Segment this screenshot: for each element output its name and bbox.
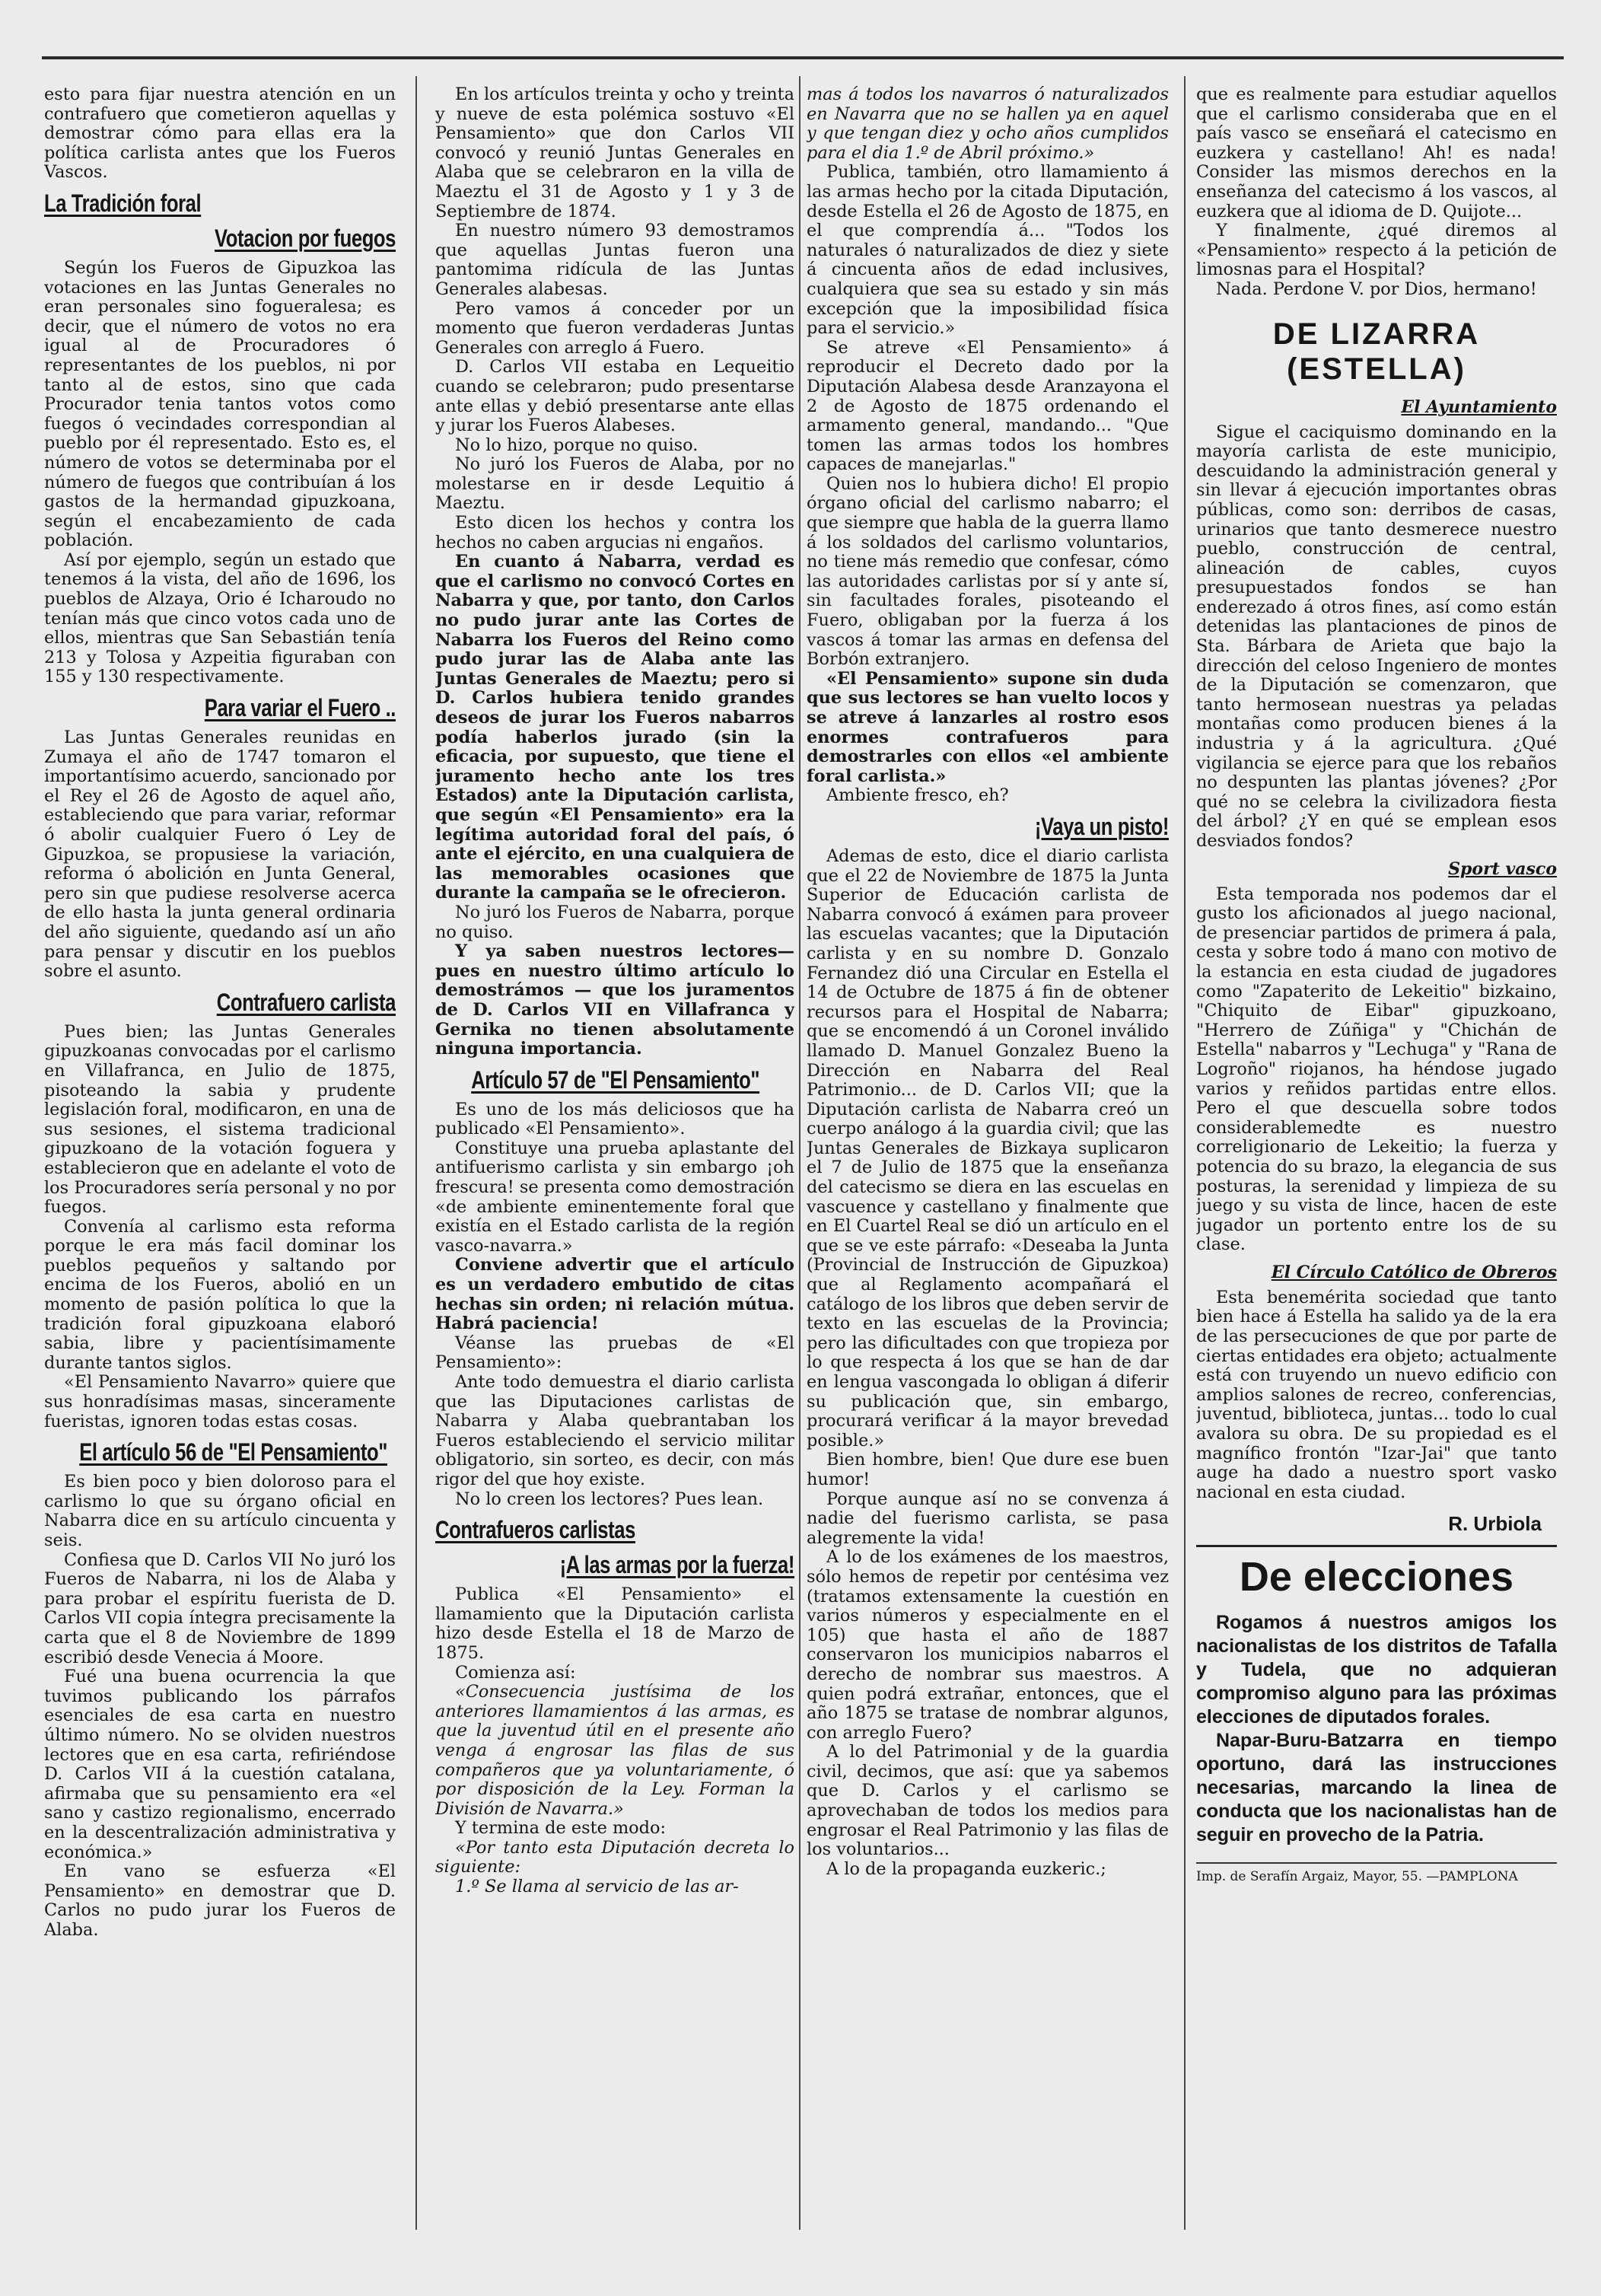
paragraph: En nuestro número 93 demostramos que aquellas Juntas fueron una pantomima ridícula de las Juntas Generales alabesas.: [435, 221, 794, 299]
paragraph: Es uno de los más deliciosos que ha publicado «El Pensamiento».: [435, 1099, 794, 1139]
paragraph: En vano se esfuerza «El Pensamiento» en demostrar que D. Carlos no pudo jurar los Fueros de Alaba.: [44, 1861, 396, 1940]
paragraph: No lo creen los lectores? Pues lean.: [455, 1489, 764, 1509]
notice-paragraph: Rogamos á nuestros amigos los nacionalistas de los distritos de Tafalla y Tudela, que no adquieran compromiso alguno para las próximas elecciones de diputados forales.: [1196, 1612, 1557, 1728]
section-masthead-lizarra: DE LIZARRA (ESTELLA): [1272, 317, 1481, 386]
subheading-ayuntamiento: El Ayuntamiento: [1401, 396, 1557, 417]
paragraph: Publica «El Pensamiento» el llamamiento que la Diputación carlista hizo desde Estella el 18 de Marzo de 1875.: [435, 1584, 794, 1663]
paragraph: Fué una buena ocurrencia la que tuvimos publicando los párrafos esenciales de esa carta en nuestro último número. No se olviden nuestros lectores que en esa carta, refiriéndose D. Carlos VII á la cuestión catalana, afirmaba que su pensamiento era «el sano y castizo regionalismo, encerrado en la descentralización administrativa y económica.»: [44, 1667, 396, 1862]
paragraph: Según los Fueros de Gipuzkoa las votaciones en las Juntas Generales no eran personales sino fogueralesa; es decir, que el número de votos no era igual al de Procuradores ó representantes de los pueblos, ni por tanto al de estos, sino que cada Procurador tenia tantos votos como fuegos ó vecindades correspondian al pueblo por él representado. Esto es, el número de votos se determinaba por el número de fuegos que contribuían á los gastos de la hermandad gipuzkoana, según el encabezamiento de cada población.: [44, 257, 396, 551]
paragraph: Esta temporada nos podemos dar el gusto los aficionados al juego nacional, de presenciar partidos de primera á pala, cesta y sobre todo á mano con motivo de la estancia en esta ciudad de jugadores como "Zapaterito de Lekeitio" bizkaino, "Chiquito de Eibar" gipuzkoano, "Herrero de Zúñiga" y "Chichán de Estella" nabarros y "Lechuga" y "Rana de Logroño" riojanos, ha héndose jugado varios y reñidos partidas entre ellos. Pero el que descuella sobre todos considerablemedte es nuestro correligionario de Lekeitio; la fuerza y potencia do su brazo, la elegancia de sus posturas, la serenidad y limpieza de su juego y su vista de lince, hacen de este jugador un portento entre los de su clase.: [1196, 884, 1557, 1255]
paragraph: En cuanto á Nabarra, verdad es que el carlismo no convocó Cortes en Nabarra y que, por tanto, don Carlos no pudo jurar ante las Cortes de Nabarra los Fueros del Reino como pudo jurar las de Alaba ante las Juntas Generales de Maeztu; pero si D. Carlos hubiera tenido grandes deseos de jurar los Fueros nabarros podía haberlos jurado (sin la eficacia, por supuesto, que tiene el juramento hecho ante los tres Estados) ante la Diputación carlista, que según «El Pensamiento» era la legítima autoridad foral del país, ó ante el ejército, en una cualquiera de las memorables ocasiones que durante la campaña se le ofrecieron.: [435, 552, 794, 903]
heading-vaya-un-pisto: ¡Vaya un pisto!: [1034, 812, 1169, 840]
heading-contrafueros-carlistas: Contrafueros carlistas: [435, 1516, 635, 1544]
paragraph: A lo de los exámenes de los maestros, sólo hemos de repetir por centésima vez (tratamos extensamente la cuestión en varios números y especialmente en el 105) que hasta el año de 1887 conservaron los municipios nabarros el derecho de nombrar sus maestros. A quien podrá extrañar, entonces, que el año 1875 se tratase de nombrar algunos, con arreglo Fuero?: [807, 1547, 1169, 1743]
heading-para-variar-el-fuero: Para variar el Fuero ..: [204, 694, 396, 722]
paragraph: Y ya saben nuestros lectores— pues en nuestro último artículo lo demostrámos — que los juramentos de D. Carlos VII en Villafranca y Gernika no tienen absolutamente ninguna importancia.: [435, 941, 794, 1059]
paragraph: Es bien poco y bien doloroso para el carlismo lo que su órgano oficial en Nabarra dice en su artículo cincuenta y seis.: [44, 1472, 396, 1550]
top-rule: [42, 56, 1564, 59]
paragraph: Esto dicen los hechos y contra los hechos no caben argucias ni engaños.: [435, 513, 794, 553]
paragraph: Así por ejemplo, según un estado que tenemos á la vista, del año de 1696, los pueblos de Alzaya, Orio é Icharoudo no tenían más que cinco votos cada uno de ellos, mientras que San Sebastián tenía 213 y Tolosa y Azpeitia figuraban con 155 y 130 respectivamente.: [44, 549, 396, 687]
heading-articulo-57: Artículo 57 de "El Pensamiento": [471, 1065, 760, 1094]
paragraph: Las Juntas Generales reunidas en Zumaya el año de 1747 tomaron el importantísimo acuerdo, sancionado por el Rey el 26 de Agosto de aquel año, estableciendo que para variar, reformar ó abolir cualquier Fuero ó Ley de Gipuzkoa, se propusiese la variación, reforma ó abolición en Junta General, pero sin que pudiese resolverse acerca de ello hasta la junta general ordinaria del año siguiente, quedando así un año para pensar y discutir en los pueblos sobre el asunto.: [44, 728, 396, 982]
paragraph: Bien hombre, bien! Que dure ese buen humor!: [807, 1450, 1169, 1489]
column-4: [1196, 85, 1557, 2262]
subheading-sport-vasco: Sport vasco: [1448, 858, 1557, 879]
column-2: [435, 85, 794, 2231]
paragraph: Pero vamos á conceder por un momento que fueron verdaderas Juntas Generales con arreglo á Fuero.: [435, 298, 794, 358]
author-signature: R. Urbiola: [1448, 1512, 1542, 1536]
heading-articulo-56: El artículo 56 de "El Pensamiento": [79, 1438, 387, 1466]
paragraph: «El Pensamiento Navarro» quiere que sus honradísimas masas, sinceramente fueristas, ignoren todas estas cosas.: [44, 1372, 396, 1431]
paragraph: D. Carlos VII estaba en Lequeitio cuando se celebraron; pudo presentarse ante ellas y debió presentarse ante ellas y jurar los Fueros Alabeses.: [435, 357, 794, 436]
elecciones-notice: [1196, 1545, 1557, 1847]
paragraph: Y finalmente, ¿qué diremos al «Pensamiento» respecto á la petición de limosnas para el Hospital?: [1196, 221, 1557, 280]
paragraph: Confiesa que D. Carlos VII No juró los Fueros de Nabarra, ni los de Alaba y para probar el espíritu fuerista de D. Carlos VII copia íntegra precisamente la carta que el 8 de Noviembre de 1899 escribió desde Venecia á Moore.: [44, 1549, 396, 1667]
paragraph: que es realmente para estudiar aquellos que el carlismo consideraba que en el país vasco se enseñará el catecismo en euzkera y castellano! Ah! es nada! Consider las mismos derechos en la enseñanza del catecismo á los vascos, al euzkera que al idioma de D. Quijote...: [1196, 85, 1557, 221]
paragraph: A lo del Patrimonial y de la guardia civil, decimos, que así: que ya sabemos que D. Carlos y el carlismo se aprovechaban de todos los medios para engrosar el Real Patrimonio y las filas de los voluntarios...: [807, 1742, 1169, 1860]
paragraph: No juró los Fueros de Alaba, por no molestarse en ir desde Lequitio á Maeztu.: [435, 454, 794, 514]
quote: «Consecuencia justísima de los anteriores llamamientos á las armas, es que la juventud útil en el presente año venga á engrosar las filas de sus compañeros que ya voluntariamente, ó por disposición de la Ley. Forman la División de Navarra.»: [435, 1682, 794, 1819]
quote: «Por tanto esta Diputación decreta lo siguiente:: [435, 1837, 794, 1877]
paragraph: Conviene advertir que el artículo es un verdadero embutido de citas hechas sin orden; ni relación mútua. Habrá paciencia!: [435, 1255, 794, 1334]
paragraph: Se atreve «El Pensamiento» á reproducir el Decreto dado por la Diputación Alabesa desde Aranzayona el 2 de Agosto de 1875 ordenando el armamento general, mandando... "Que tomen las armas todos los hombres capaces de manejarlas.": [807, 337, 1169, 475]
paragraph: Comienza así:: [455, 1662, 576, 1683]
column-divider: [799, 76, 800, 2230]
paragraph: Y termina de este modo:: [455, 1818, 667, 1839]
paragraph: En los artículos treinta y ocho y treinta y nueve de esta polémica sostuvo «El Pensamiento» que don Carlos VII convocó y reunió Juntas Generales en Alaba que se celebraron en la villa de Maeztu el 31 de Agosto y 1 y 3 de Septiembre de 1874.: [435, 85, 794, 221]
subheading-circulo-catolico: El Círculo Católico de Obreros: [1271, 1262, 1557, 1282]
paragraph: «El Pensamiento» supone sin duda que sus lectores se han vuelto locos y se atreve á lanzarles al rostro esos enormes contrafueros para demostrarles con ellos «el ambiente foral carlista.»: [807, 668, 1169, 786]
heading-tradicion-foral: La Tradición foral: [44, 189, 202, 217]
heading-de-elecciones: De elecciones: [1239, 1554, 1514, 1600]
column-3: [807, 85, 1169, 2231]
paragraph: Porque aunque así no se convenza á nadie del fuerismo carlista, se pasa alegremente la vida!: [807, 1489, 1169, 1548]
paragraph: Ambiente fresco, eh?: [826, 785, 1009, 806]
paragraph: Esta benemérita sociedad que tanto bien hace á Estella ha salido ya de la era de las persecuciones de que por parte de ciertas entidades era objeto; actualmente está con truyendo un nuevo edificio con amplios salones de recreo, conferencias, juventud, biblioteca, juntas... todo lo cual avalora su obra. De su propiedad es el magnífico frontón "Izar-Jai" que tanto auge ha dado a nuestro sport vasko nacional en esta ciudad.: [1196, 1287, 1557, 1502]
paragraph: Publica, también, otro llamamiento á las armas hecho por la citada Diputación, desde Estella el 26 de Agosto de 1875, en el que comprendía á... "Todos los naturales ó naturalizados de diez y siete á cincuenta años de edad inclusives, cualquiera que sea su estado y sin más excepción que la imposibilidad física para el servicio.»: [807, 162, 1169, 339]
paragraph: Pues bien; las Juntas Generales gipuzkoanas convocadas por el carlismo en Villafranca, en Julio de 1875, pisoteando la sabia y prudente legislación foral, modificaron, en una de sus sesiones, el sistema tradicional gipuzkoano de la votación foguera y establecieron que en adelante el voto de los Procuradores sería personal y no por fuegos.: [44, 1021, 396, 1218]
column-divider: [1184, 76, 1186, 2230]
paragraph: Sigue el caciquismo dominando en la mayoría carlista de este municipio, descuidando la administración general y sin llevar á ejecución importantes obras públicas, como son: derribos de casas, urinarios que tanto desmerece nuestro pueblo, construcción de central, alineación de cables, cuyos presupuestados fondos se han enderezado á otros fines, así como están detenidas las plantaciones de pinos de Sta. Bárbara de Arieta que bajo la dirección del celoso Ingeniero de montes de la Diputación se comenzaron, que tanto hermosean nuestras ya peladas montañas como producen bienes á la industria y á la agricultura. ¿Qué vigilancia se ejerce para que los rebaños no despunten las plantas jóvenes? ¿Por qué no se celebra la civilizadora fiesta del árbol? ¿Y en qué se emplean esos desviados fondos?: [1196, 422, 1557, 851]
paragraph: A lo de la propaganda euzkeric.;: [826, 1858, 1106, 1879]
paragraph: Nada. Perdone V. por Dios, hermano!: [1216, 279, 1537, 299]
printer-imprint: Imp. de Serafín Argaiz, Mayor, 55. —PAMPLONA: [1196, 1862, 1557, 1885]
paragraph: Ante todo demuestra el diario carlista que las Diputaciones carlistas de Nabarra y Alaba quebrantaban los Fueros estableciendo el servicio militar obligatorio, sin sorteo, es decir, con más rigor del que hoy existe.: [435, 1372, 794, 1489]
notice-paragraph: Napar-Buru-Batzarra en tiempo oportuno, dará las instrucciones necesarias, marcando la linea de conducta que los nacionalistas han de seguir en provecho de la Patria.: [1196, 1730, 1557, 1845]
heading-a-las-armas: ¡A las armas por la fuerza!: [559, 1551, 794, 1579]
paragraph: No lo hizo, porque no quiso.: [455, 435, 699, 455]
quote: 1.º Se llama al servicio de las ar-: [455, 1877, 739, 1897]
quote: mas á todos los navarros ó naturalizados en Navarra que no se hallen ya en aquel y que tengan diez y ocho años cumplidos para el dia 1.º de Abril próximo.»: [807, 85, 1169, 163]
heading-votacion-por-fuegos: Votacion por fuegos: [215, 224, 396, 252]
paragraph: Convenía al carlismo esta reforma porque le era más facil dominar los pueblos pequeños y saltando por encima de los Fueros, abolió en un momento de pasión política lo que la tradición foral gipuzkoana elaboró sabia, libre y pacientísimamente durante tantos siglos.: [44, 1216, 396, 1373]
paragraph: Ademas de esto, dice el diario carlista que el 22 de Noviembre de 1875 la Junta Superior de Educación carlista de Nabarra convocó á exámen para proveer las escuelas vacantes; que la Diputación carlista y en su nombre D. Gonzalo Fernandez dió una Circular en Estella el 14 de Octubre de 1875 á fin de obtener recursos para el Hospital de Nabarra; que se encomendó á un Coronel inválido llamado D. Manuel Gonzalez Bueno la Dirección en Nabarra del Real Patrimonio... de D. Carlos VII; que la Diputación carlista de Nabarra creó un cuerpo análogo á la guardia civil; que las Juntas Generales de Bizkaya suplicaron el 7 de Julio de 1875 que la enseñanza del catecismo se diera en las escuelas en vascuence y castellano y finalmente que en El Cuartel Real se dió un artículo en el que se ve este párrafo: «Deseaba la Junta (Provincial de Instrucción de Gipuzkoa) que al Reglamento acompañará el catálogo de los libros que deben servir de texto en las escuelas de la Provincia; pero las dificultades con que tropieza por lo que respecta á los que se han de dar en lengua vascongada lo obligan á diferir su publicación que, sin embargo, procurará verificar á la mayor brevedad posible.»: [807, 845, 1169, 1451]
paragraph: esto para fijar nuestra atención en un contrafuero que cometieron aquellas y demostrar cómo para ellas era la política carlista antes que los Fueros Vascos.: [44, 85, 396, 183]
column-1: [44, 85, 396, 2231]
paragraph: No juró los Fueros de Nabarra, porque no quiso.: [435, 902, 794, 942]
paragraph: Véanse las pruebas de «El Pensamiento»:: [435, 1333, 794, 1373]
column-divider: [415, 76, 417, 2230]
paragraph: Constituye una prueba aplastante del antifuerismo carlista y sin embargo ¡oh frescura! se presenta como demostración «de ambiente eminentemente foral que existía en el Estado carlista de la región vasco-navarra.»: [435, 1138, 794, 1256]
paragraph: Quien nos lo hubiera dicho! El propio órgano oficial del carlismo nabarro; el que siempre que habla de la guerra llamo á los soldados del carlismo voluntarios, no tiene más remedio que confesar, cómo las autoridades carlistas por sí y ante sí, sin facultades forales, pisoteando el Fuero, obligaban por la fuerza á los vascos á tomar las armas en defensa del Borbón extranjero.: [807, 473, 1169, 670]
heading-contrafuero-carlista: Contrafuero carlista: [216, 988, 396, 1016]
